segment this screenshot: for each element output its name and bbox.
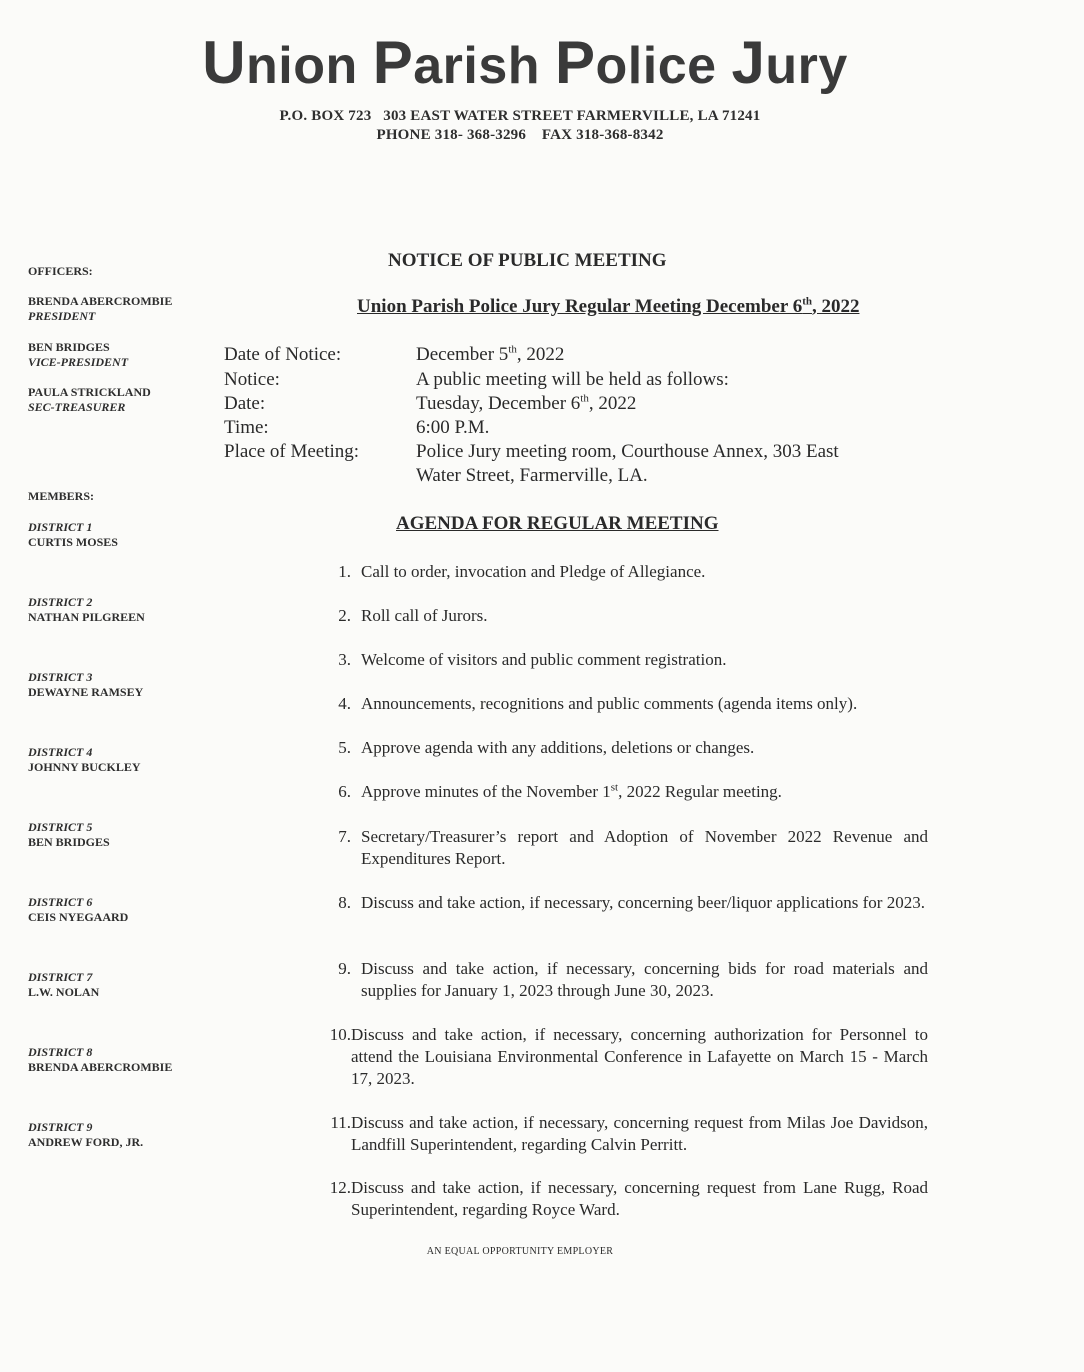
agenda-item-number: 3. bbox=[338, 650, 351, 669]
agenda-item bbox=[318, 892, 928, 914]
notice-heading: NOTICE OF PUBLIC MEETING bbox=[388, 250, 667, 271]
officer-entry bbox=[28, 385, 151, 415]
meeting-title-year: , 2022 bbox=[811, 296, 860, 317]
member-name: CURTIS MOSES bbox=[28, 535, 118, 549]
agenda-item-text: Discuss and take action, if necessary, concerning beer/liquor applications for 2023. bbox=[361, 893, 925, 912]
member-entry bbox=[28, 895, 128, 925]
member-entry bbox=[28, 595, 145, 625]
ordinal-suffix: th bbox=[802, 295, 812, 308]
officer-entry bbox=[28, 340, 128, 370]
agenda-item bbox=[318, 958, 928, 1002]
phone-line: PHONE 318- 368-3296 FAX 318-368-8342 bbox=[376, 127, 664, 143]
member-district: DISTRICT 8 bbox=[28, 1045, 93, 1059]
agenda-item bbox=[318, 781, 928, 803]
value-text: , 2022 bbox=[516, 344, 565, 365]
officer-role: SEC-TREASURER bbox=[28, 400, 126, 414]
place-label: Place of Meeting: bbox=[224, 441, 360, 462]
agenda-item-text: Secretary/Treasurer’s report and Adoption of November 2022 Revenue and Expenditures Report. bbox=[361, 827, 928, 868]
agenda-item-number: 2. bbox=[338, 606, 351, 625]
address-line: P.O. BOX 723 303 EAST WATER STREET FARMERVILLE, LA 71241 bbox=[279, 108, 761, 124]
item-text: Approve minutes of the November 1 bbox=[361, 782, 611, 801]
agenda-heading: AGENDA FOR REGULAR MEETING bbox=[396, 513, 719, 534]
agenda-item bbox=[318, 649, 928, 671]
member-district: DISTRICT 5 bbox=[28, 820, 93, 834]
officer-role: PRESIDENT bbox=[28, 309, 96, 323]
agenda-item-text: Welcome of visitors and public comment registration. bbox=[361, 650, 727, 669]
place-value-line1: Police Jury meeting room, Courthouse Annex, 303 East bbox=[416, 441, 839, 462]
officer-name: BEN BRIDGES bbox=[28, 340, 110, 354]
meeting-title bbox=[357, 296, 859, 318]
footer-note: AN EQUAL OPPORTUNITY EMPLOYER bbox=[426, 1246, 614, 1257]
officers-heading: OFFICERS: bbox=[28, 264, 93, 278]
agenda-item-number: 6. bbox=[338, 782, 351, 801]
member-district: DISTRICT 3 bbox=[28, 670, 93, 684]
agenda-item-text: Roll call of Jurors. bbox=[361, 606, 488, 625]
ordinal-suffix: th bbox=[580, 392, 589, 405]
ordinal-suffix: st bbox=[610, 781, 619, 794]
member-district: DISTRICT 7 bbox=[28, 970, 93, 984]
date-of-notice-label: Date of Notice: bbox=[224, 344, 342, 365]
title-text: ury bbox=[765, 37, 848, 95]
member-name: DEWAYNE RAMSEY bbox=[28, 685, 144, 699]
title-cap: P bbox=[372, 29, 414, 96]
agenda-item bbox=[318, 1177, 928, 1221]
title-text: olice bbox=[595, 37, 732, 95]
agenda-item bbox=[318, 737, 928, 759]
agenda-item bbox=[318, 561, 928, 583]
date-of-notice-value bbox=[416, 344, 564, 366]
member-name: ANDREW FORD, JR. bbox=[28, 1135, 144, 1149]
title-cap: J bbox=[731, 29, 766, 96]
member-name: BEN BRIDGES bbox=[28, 835, 110, 849]
letterhead-title bbox=[0, 28, 1050, 97]
agenda-item-number: 4. bbox=[338, 694, 351, 713]
member-entry bbox=[28, 745, 141, 775]
place-value-line2: Water Street, Farmerville, LA. bbox=[416, 465, 648, 486]
agenda-item-number: 11. bbox=[330, 1113, 351, 1132]
members-heading: MEMBERS: bbox=[28, 489, 94, 503]
agenda-item-text: Announcements, recognitions and public comments (agenda items only). bbox=[361, 694, 858, 713]
member-name: CEIS NYEGAARD bbox=[28, 910, 129, 924]
agenda-item-text bbox=[351, 781, 928, 803]
date-value bbox=[416, 393, 636, 415]
title-cap: U bbox=[202, 29, 247, 96]
agenda-item-number: 7. bbox=[338, 827, 351, 846]
time-label: Time: bbox=[224, 417, 269, 438]
member-district: DISTRICT 1 bbox=[28, 520, 93, 534]
officer-name: BRENDA ABERCROMBIE bbox=[28, 294, 173, 308]
agenda-item bbox=[318, 605, 928, 627]
member-entry bbox=[28, 820, 110, 850]
notice-value: A public meeting will be held as follows: bbox=[416, 369, 729, 390]
officer-name: PAULA STRICKLAND bbox=[28, 385, 151, 399]
agenda-item-text: Discuss and take action, if necessary, concerning request from Lane Rugg, Road Superintendent, regarding Royce Ward. bbox=[351, 1178, 928, 1219]
agenda-item bbox=[318, 1024, 928, 1090]
member-name: BRENDA ABERCROMBIE bbox=[28, 1060, 173, 1074]
agenda-item-number: 1. bbox=[338, 562, 351, 581]
title-text: arish bbox=[413, 37, 555, 95]
value-text: December 5 bbox=[416, 344, 509, 365]
agenda-item bbox=[318, 693, 928, 715]
member-entry bbox=[28, 1120, 143, 1150]
member-district: DISTRICT 9 bbox=[28, 1120, 93, 1134]
agenda-item-text: Discuss and take action, if necessary, concerning bids for road materials and supplies for January 1, 2023 through June 30, 2023. bbox=[361, 959, 928, 1000]
member-name: JOHNNY BUCKLEY bbox=[28, 760, 141, 774]
agenda-item bbox=[318, 826, 928, 870]
agenda-item-number: 9. bbox=[338, 959, 351, 978]
date-label: Date: bbox=[224, 393, 266, 414]
agenda-item-number: 10. bbox=[329, 1025, 351, 1044]
agenda-item-text: Discuss and take action, if necessary, concerning authorization for Personnel to attend the Louisiana Environmental Conference in Lafayette on March 15 - March 17, 2023. bbox=[351, 1025, 928, 1088]
member-entry bbox=[28, 670, 143, 700]
member-entry bbox=[28, 970, 99, 1000]
notice-label: Notice: bbox=[224, 369, 280, 390]
agenda-item-number: 5. bbox=[338, 738, 351, 757]
agenda-item bbox=[318, 1112, 928, 1156]
member-name: L.W. NOLAN bbox=[28, 985, 100, 999]
value-text: Tuesday, December 6 bbox=[416, 393, 581, 414]
title-text: nion bbox=[246, 37, 373, 95]
member-entry bbox=[28, 1045, 172, 1075]
time-value: 6:00 P.M. bbox=[416, 417, 490, 438]
agenda-item-text: Approve agenda with any additions, deletions or changes. bbox=[361, 738, 755, 757]
member-district: DISTRICT 2 bbox=[28, 595, 93, 609]
officer-entry bbox=[28, 294, 172, 324]
member-district: DISTRICT 6 bbox=[28, 895, 93, 909]
member-district: DISTRICT 4 bbox=[28, 745, 93, 759]
meeting-title-text: Union Parish Police Jury Regular Meeting December 6 bbox=[357, 296, 803, 317]
value-text: , 2022 bbox=[588, 393, 637, 414]
agenda-item-text: Discuss and take action, if necessary, concerning request from Milas Joe Davidson, Landfill Superintendent, regarding Calvin Perritt. bbox=[351, 1113, 928, 1154]
ordinal-suffix: th bbox=[508, 343, 517, 356]
member-name: NATHAN PILGREEN bbox=[28, 610, 145, 624]
agenda-item-number: 8. bbox=[338, 893, 351, 912]
agenda-item-text: Call to order, invocation and Pledge of Allegiance. bbox=[361, 562, 706, 581]
item-text: , 2022 Regular meeting. bbox=[618, 782, 782, 801]
officer-role: VICE-PRESIDENT bbox=[28, 355, 129, 369]
member-entry bbox=[28, 520, 118, 550]
agenda-item-number: 12. bbox=[329, 1178, 351, 1197]
title-cap: P bbox=[555, 29, 596, 96]
